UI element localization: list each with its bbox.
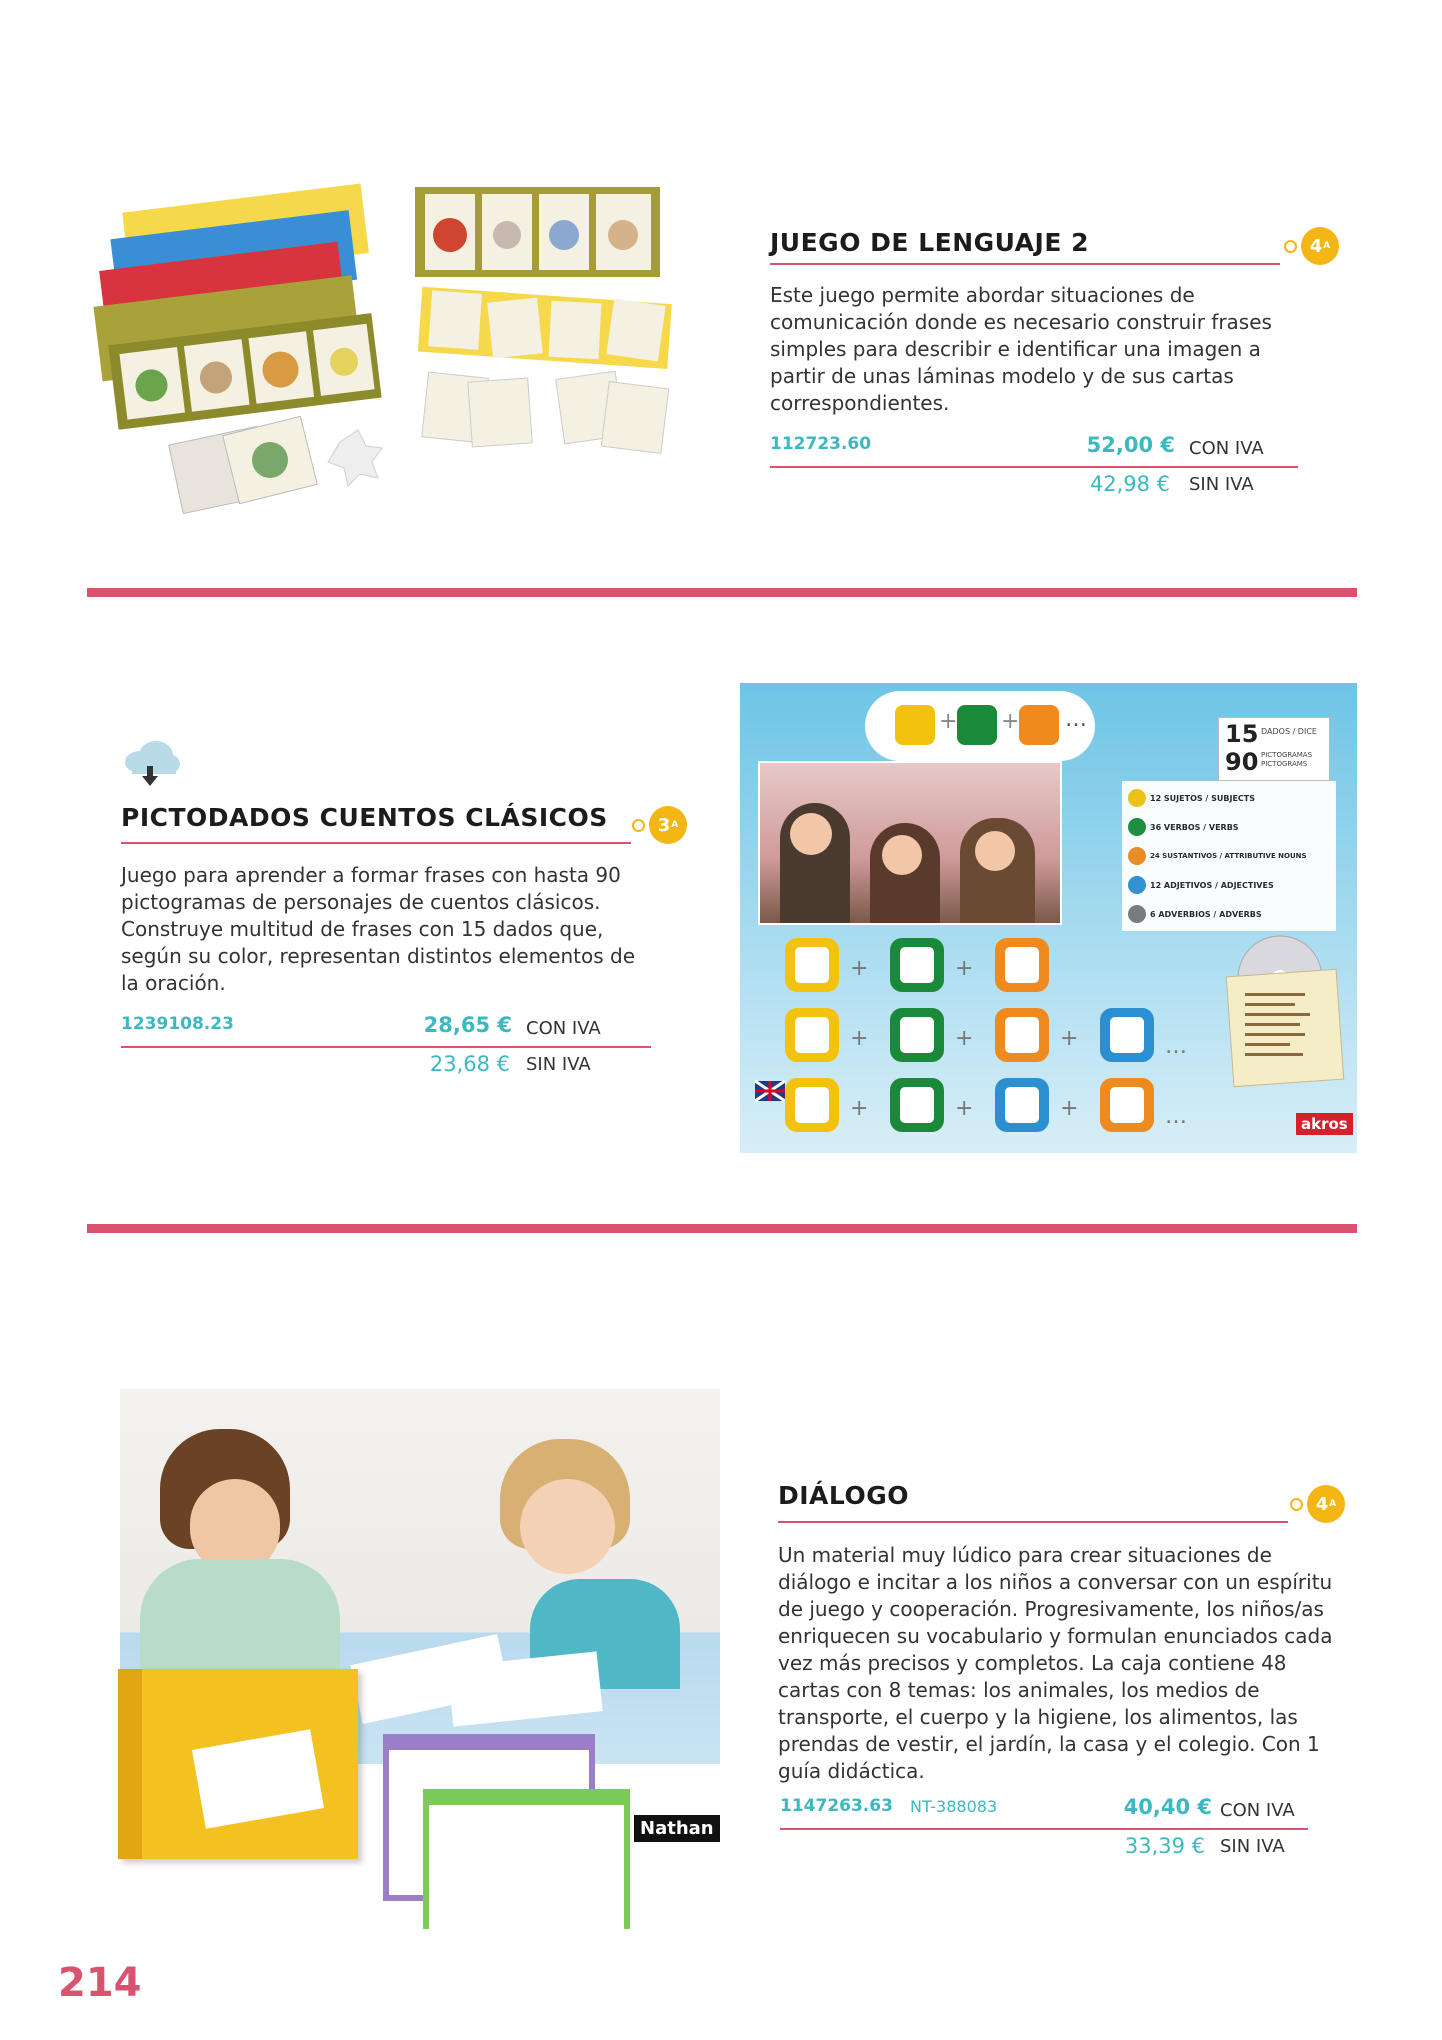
price-divider — [770, 466, 1298, 468]
page-number: 214 — [58, 1960, 142, 2006]
legend-swatch — [1128, 818, 1146, 836]
price-without-vat: 33,39 € — [1124, 1834, 1205, 1858]
price-divider — [121, 1046, 651, 1048]
product-reference-secondary: NT-388083 — [910, 1797, 998, 1816]
without-vat-label: SIN IVA — [526, 1054, 591, 1075]
svg-text:+: + — [955, 1096, 974, 1121]
age-badge — [632, 806, 687, 844]
section-separator — [87, 588, 1357, 597]
title-underline — [770, 263, 1280, 265]
box-legend — [1122, 781, 1336, 931]
board-game-illustration — [70, 180, 710, 540]
card-sheet — [423, 1789, 630, 1929]
nathan-logo: Nathan — [634, 1815, 720, 1842]
product-title: JUEGO DE LENGUAJE 2 — [770, 228, 1089, 257]
product-reference: 1239108.23 — [121, 1014, 234, 1034]
age-dot — [1290, 1498, 1303, 1511]
product-title: PICTODADOS CUENTOS CLÁSICOS — [121, 803, 608, 832]
product-description: Juego para aprender a formar frases con hasta 90 pictogramas de personajes de cuentos clásicos. Construye multitud de frases con 15 dados que, según su color, representan distintos elementos de la oración. — [121, 863, 636, 995]
svg-text:+: + — [1060, 1026, 1079, 1051]
svg-text:+: + — [955, 956, 974, 981]
photo-children — [758, 761, 1062, 925]
section-separator — [87, 1224, 1357, 1233]
age-badge — [1284, 227, 1339, 265]
price-without-vat: 42,98 € — [1089, 472, 1170, 496]
svg-text:+: + — [850, 1026, 869, 1051]
box-counts: 15 DADOS / DICE 90 PICTOGRAMAS PICTOGRAMS — [1218, 717, 1330, 781]
akros-logo: akros — [1296, 1113, 1353, 1135]
price-with-vat: 28,65 € — [423, 1013, 512, 1037]
svg-text:+: + — [850, 956, 869, 981]
legend-item: 12 SUJETOS / SUBJECTS — [1150, 793, 1256, 803]
legend-item: 24 SUSTANTIVOS / ATTRIBUTIVE NOUNS — [1150, 852, 1307, 860]
legend-swatch — [1128, 847, 1146, 865]
svg-text:+: + — [1060, 1096, 1079, 1121]
title-underline — [121, 842, 631, 844]
legend-swatch — [1128, 789, 1146, 807]
price-divider — [780, 1828, 1308, 1830]
price-with-vat: 52,00 € — [1086, 433, 1175, 457]
legend-swatch — [1128, 905, 1146, 923]
legend-item: 6 ADVERBIOS / ADVERBS — [1150, 909, 1262, 919]
without-vat-label: SIN IVA — [1220, 1836, 1285, 1857]
svg-text:+: + — [955, 1026, 974, 1051]
legend-item: 12 ADJETIVOS / ADJECTIVES — [1150, 880, 1274, 890]
product-title: DIÁLOGO — [778, 1481, 909, 1510]
age-badge — [1290, 1485, 1345, 1523]
title-underline — [778, 1521, 1288, 1523]
age-circle: 4 A — [1301, 227, 1339, 265]
speech-bubble: + + … — [865, 691, 1095, 761]
legend-item: 36 VERBOS / VERBS — [1150, 822, 1239, 832]
legend-swatch — [1128, 876, 1146, 894]
product-image-dialogo — [118, 1389, 736, 1929]
svg-text:…: … — [1165, 1104, 1187, 1129]
download-icon[interactable] — [120, 738, 182, 790]
product-image-pictodados — [740, 683, 1357, 1153]
with-vat-label: CON IVA — [1189, 438, 1264, 459]
age-circle: 4 A — [1307, 1485, 1345, 1523]
price-without-vat: 23,68 € — [429, 1052, 510, 1076]
dice-rows — [740, 933, 1357, 1153]
age-dot — [632, 819, 645, 832]
age-dot — [1284, 240, 1297, 253]
product-reference: 112723.60 — [770, 434, 872, 454]
age-circle: 3 A — [649, 806, 687, 844]
product-reference: 1147263.63 — [780, 1796, 893, 1816]
with-vat-label: CON IVA — [1220, 1800, 1295, 1821]
product-description: Un material muy lúdico para crear situaciones de diálogo e incitar a los niños a conversar con un espíritu de juego y cooperación. Progresivamente, los niños/as enriquecen su vocabulario y formulan enunciados cada vez más precisos y completos. La caja contiene 48 cartas con 8 temas: los animales, los medios de transporte, el cuerpo y la higiene, los alimentos, las prendas de vestir, el jardín, la casa y el colegio. Con 1 guía didáctica. — [778, 1543, 1333, 1783]
product-box — [118, 1669, 358, 1859]
price-with-vat: 40,40 € — [1123, 1795, 1212, 1819]
with-vat-label: CON IVA — [526, 1018, 601, 1039]
svg-text:+: + — [850, 1096, 869, 1121]
product-description: Este juego permite abordar situaciones de comunicación donde es necesario construir frases simples para describir e identificar una imagen a partir de unas láminas modelo y de sus cartas correspondientes. — [770, 283, 1272, 415]
product-image-juego-lenguaje — [70, 180, 710, 540]
without-vat-label: SIN IVA — [1189, 474, 1254, 495]
svg-text:…: … — [1165, 1034, 1187, 1059]
